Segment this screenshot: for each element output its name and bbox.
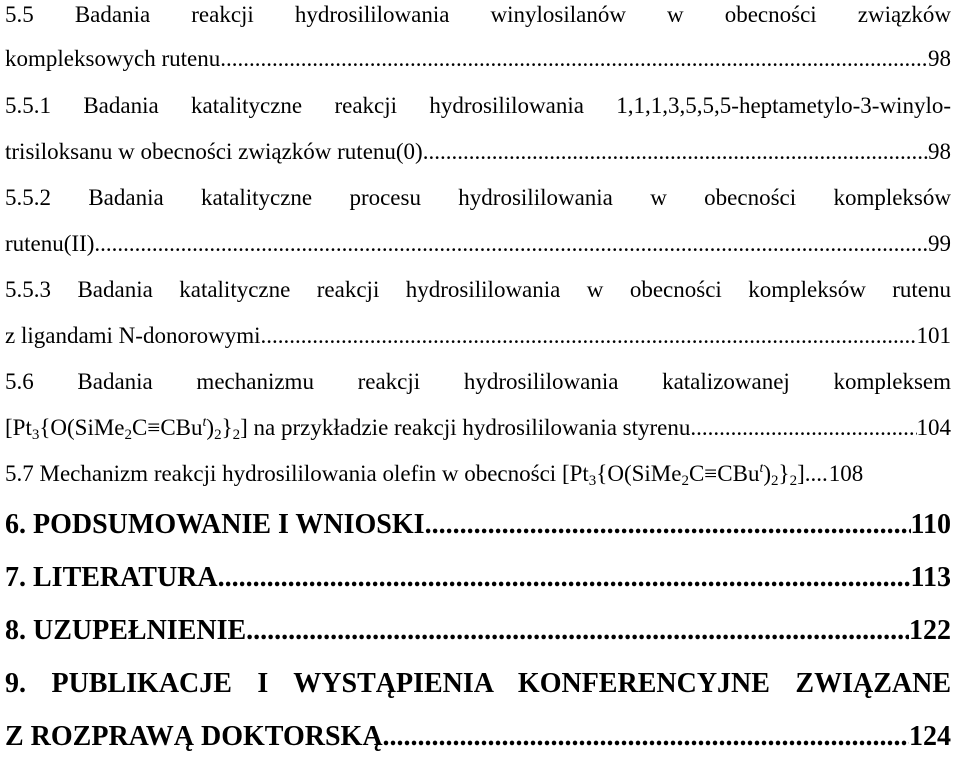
toc-entry-5-5-1-line1 (5, 91, 951, 121)
toc-entry-5-5-2-line2[interactable] (5, 229, 951, 259)
chapter-title: Z ROZPRAWĄ DOKTORSKĄ (5, 721, 383, 752)
toc-entry-text: trisiloksanu w obecności związków rutenu(0) (5, 139, 423, 164)
toc-chapter-7[interactable] (5, 561, 951, 595)
catalyst-formula: $[Pt_3\{O(SiMe_2C\equiv CBu^t)_2\}_2]$ (561, 461, 805, 489)
toc-entry-text: 5.5.3 Badania katalityczne reakcji hydrosililowania w obecności kompleksów rutenu (5, 277, 951, 302)
leader-dots (246, 614, 909, 648)
toc-entry-5-5-1-line2[interactable] (5, 137, 951, 167)
page-number: 98 (928, 46, 951, 71)
toc-entry-text: rutenu(II) (5, 231, 95, 256)
leader-dots (94, 229, 928, 259)
toc-entry-text: 5.5.2 Badania katalityczne procesu hydrosililowania w obecności kompleksów (5, 185, 951, 210)
toc-entry-5-5-line2[interactable] (5, 44, 951, 74)
chapter-title: 7. LITERATURA (5, 562, 218, 593)
toc-entry-text: 5.6 Badania mechanizmu reakcji hydrosililowania katalizowanej kompleksem (5, 369, 951, 394)
catalyst-formula: $[Pt_3\{O(SiMe_2C\equiv CBu^t)_2\}_2]$ (5, 415, 248, 443)
leader-dots (423, 137, 928, 167)
page-number: 104 (916, 415, 951, 440)
chapter-title: 9. PUBLIKACJE I WYSTĄPIENIA KONFERENCYJNE ZWIĄZANE (5, 668, 951, 699)
page-number: 110 (910, 509, 951, 540)
page-number: 124 (909, 721, 951, 752)
toc-entry-text: z ligandami N-donorowymi (5, 323, 261, 348)
toc-entry-text: 5.5.1 Badania katalityczne reakcji hydrosililowania 1,1,1,3,5,5,5-heptametylo-3-winylo- (5, 93, 951, 118)
toc-entry-text: 5.5 Badania reakcji hydrosililowania winylosilanów w obecności związków (5, 2, 951, 27)
leader-dots (425, 508, 911, 542)
chapter-title: 6. PODSUMOWANIE I WNIOSKI (5, 509, 425, 540)
toc-chapter-6[interactable] (5, 508, 951, 542)
toc-entry-text: kompleksowych rutenu (5, 46, 221, 71)
toc-chapter-8[interactable] (5, 614, 951, 648)
page-number: 113 (910, 562, 951, 593)
leader-dots (805, 459, 829, 489)
chapter-title: 8. UZUPEŁNIENIE (5, 615, 247, 646)
toc-entry-5-6-line1 (5, 367, 951, 397)
toc-entry-5-6-line2[interactable] (5, 413, 951, 443)
toc-chapter-9-line2[interactable] (5, 720, 951, 754)
toc-entry-5-7[interactable] (5, 459, 951, 489)
page-number: 122 (909, 615, 951, 646)
toc-entry-text: 5.7 Mechanizm reakcji hydrosililowania olefin w obecności $[Pt_3\{O(SiMe_2C\equiv CBu^t)_2\}_2]$ (5, 461, 805, 489)
leader-dots (261, 321, 917, 351)
page-number: 108 (828, 461, 864, 486)
leader-dots (383, 720, 909, 754)
toc-entry-5-5-2-line1 (5, 183, 951, 213)
leader-dots (220, 44, 928, 74)
page-number: 101 (916, 323, 951, 348)
toc-entry-5-5-3-line2[interactable] (5, 321, 951, 351)
leader-dots (690, 413, 916, 443)
toc-entry-5-5-line1 (5, 0, 951, 30)
toc-entry-5-5-3-line1 (5, 275, 951, 305)
toc-chapter-9-line1 (5, 667, 951, 701)
page-number: 99 (928, 231, 951, 256)
leader-dots (218, 561, 911, 595)
page-number: 98 (928, 139, 951, 164)
toc-entry-text: $[Pt_3\{O(SiMe_2C\equiv CBu^t)_2\}_2]$ na przykładzie reakcji hydrosililowania styrenu (5, 415, 691, 443)
